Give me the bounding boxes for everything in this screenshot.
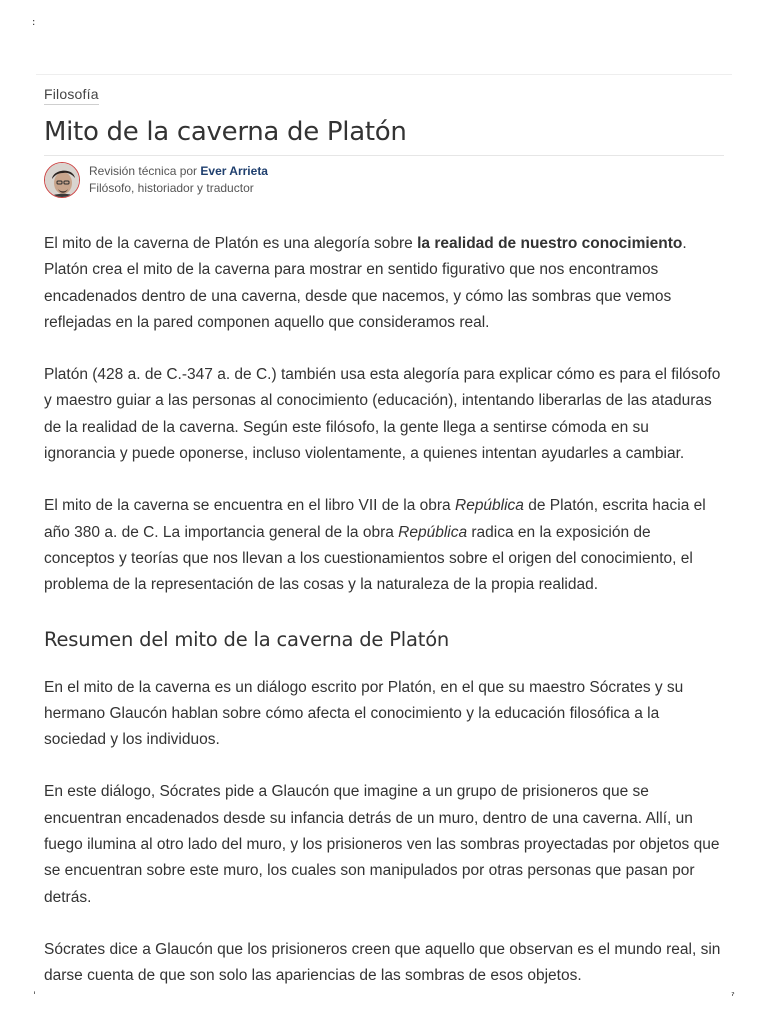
author-block [44, 161, 724, 198]
section-heading: Resumen del mito de la caverna de Platón [44, 627, 450, 651]
section-paragraph-1: En el mito de la caverna es un diálogo escrito por Platón, en el que su maestro Sócrates y su hermano Glaucón hablan sobre cómo afecta el conocimiento y la educación filosófica a la sociedad y los individuos. [44, 678, 684, 749]
paragraph-3 [44, 493, 724, 598]
author-line [89, 163, 268, 180]
author-info [89, 161, 268, 197]
corner-mark-bottom-right: ˀ [731, 991, 735, 1002]
paragraph-3-italic-1: República [455, 497, 524, 515]
paragraph-3-text-c: radica en la exposición de conceptos y teorías que nos llevan a los cuestionamientos sobre el origen del conocimiento, el problema de la representación de las cosas y la naturaleza de la propia realidad. [44, 523, 693, 594]
paragraph-3-text-a: El mito de la caverna se encuentra en el libro VII de la obra [44, 497, 455, 515]
paragraph-1-bold: la realidad de nuestro conocimiento [417, 235, 683, 252]
section-paragraph-2: En este diálogo, Sócrates pide a Glaucón que imagine a un grupo de prisioneros que se encuentran encadenados desde su infancia detrás de un muro, dentro de una caverna. Allí, un fuego ilumina al otro lado del muro, y los prisioneros ven las sombras proyectadas por objetos que se encuentran sobre este muro, los cuales son manipulados por otras personas que pasan por detrás. [44, 783, 720, 906]
author-avatar[interactable] [44, 162, 80, 198]
article [44, 84, 724, 1016]
article-body [44, 231, 724, 990]
author-prefix: Revisión técnica por [89, 164, 201, 178]
title-divider [44, 155, 724, 156]
paragraph-3-italic-2: República [398, 523, 468, 541]
page-title: Mito de la caverna de Platón [44, 117, 407, 147]
corner-mark-top-left: : [32, 17, 36, 28]
paragraph-3-text-b: de Platón, escrita hacia el año 380 a. de C. La importancia general de la obra [44, 497, 706, 541]
paragraph-1-text-a: El mito de la caverna de Platón es una alegoría sobre [44, 235, 418, 252]
paragraph-2: Platón (428 a. de C.-347 a. de C.) también usa esta alegoría para explicar cómo es para el filósofo y maestro guiar a las personas al conocimiento (educación), intentando liberarlas de las ataduras de la realidad de la caverna. Según este filósofo, la gente llega a sentirse cómoda en su ignorancia y puede oponerse, incluso violentamente, a quienes intentan ayudarles a cambiar. [44, 366, 721, 463]
top-divider [36, 74, 732, 75]
author-name-link[interactable]: Ever Arrieta [200, 164, 268, 178]
category-link[interactable]: Filosofía [44, 86, 99, 105]
avatar-photo-icon [45, 163, 80, 198]
paragraph-1-text-b: . Platón crea el mito de la caverna para mostrar en sentido figurativo que nos encontramos encadenados dentro de una caverna, desde que nacemos, y cómo las sombras que vemos reflejadas en la pared componen aquello que consideramos real. [44, 235, 687, 331]
section-paragraph-3: Sócrates dice a Glaucón que los prisioneros creen que aquello que observan es el mundo real, sin darse cuenta de que son solo las apariencias de las sombras de esos objetos. [44, 940, 721, 985]
paragraph-1 [44, 231, 724, 336]
corner-mark-bottom-left: ˈ [33, 991, 36, 1002]
author-role: Filósofo, historiador y traductor [89, 181, 254, 195]
